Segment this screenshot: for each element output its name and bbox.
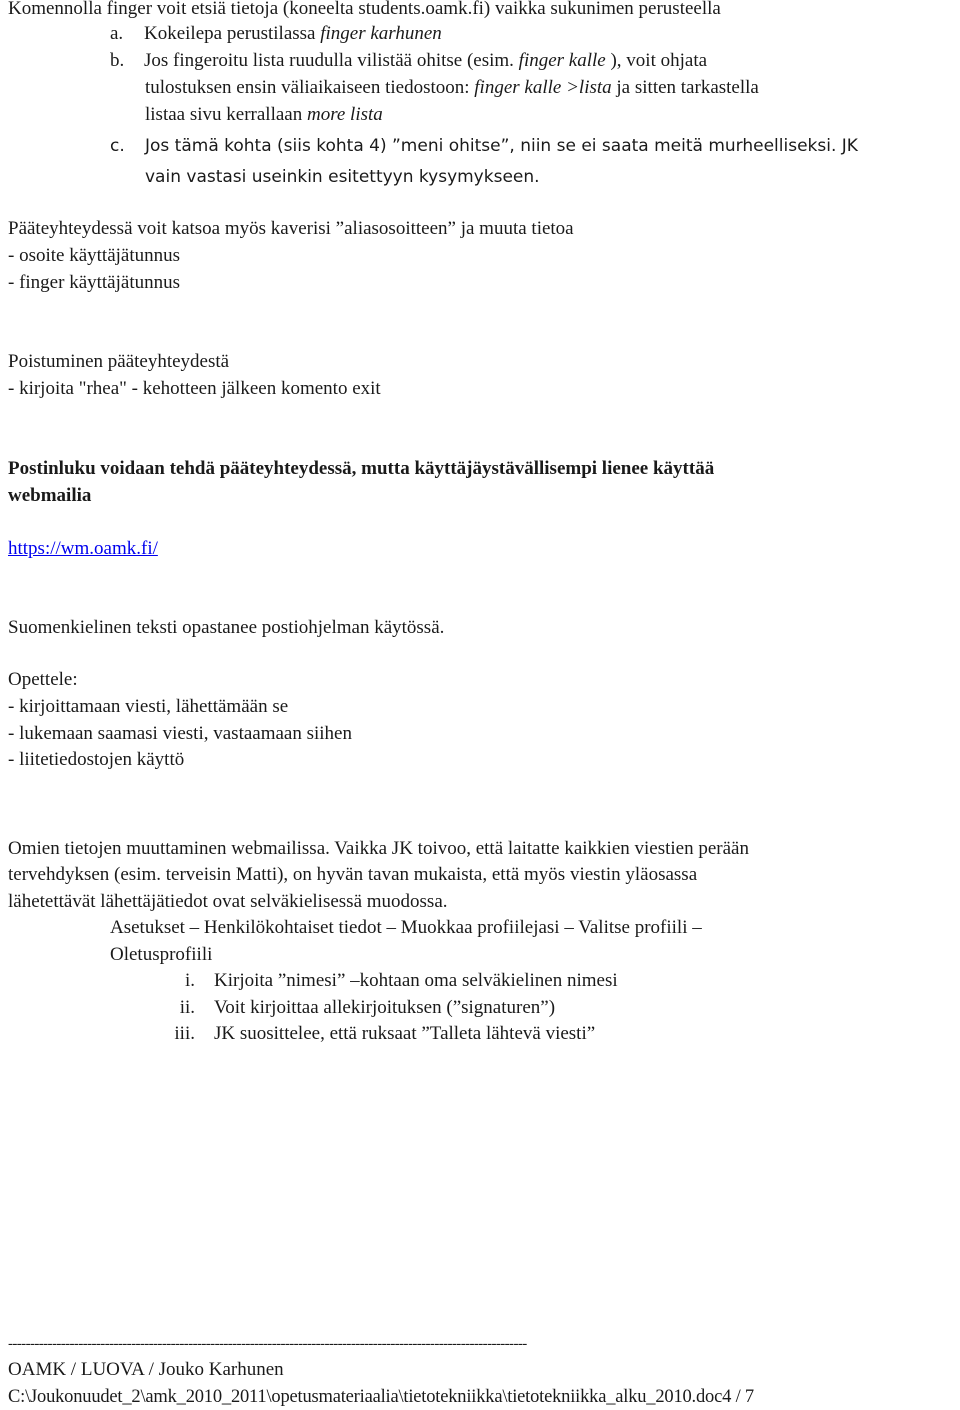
webmail-bold-line1: Postinluku voidaan tehdä pääteyhteydessä, mutta käyttäjäystävällisempi lienee käyttää xyxy=(8,458,715,479)
profile-step-1 xyxy=(160,969,618,993)
settings-path-line1: Asetukset – Henkilökohtaiset tiedot – Muokkaa profiilejasi – Valitse profiili – xyxy=(110,917,702,938)
command-example: finger karhunen xyxy=(320,23,442,44)
profile-paragraph-line1: Omien tietojen muuttaminen webmailissa. Vaikka JK toivoo, että laitatte kaikkien viestien perään xyxy=(8,838,749,859)
list-text-b3: listaa sivu kerrallaan xyxy=(145,104,307,125)
step-text: JK suosittelee, että ruksaat ”Talleta lähtevä viesti” xyxy=(214,1023,596,1044)
list-text-b2-cont: ja sitten tarkastella xyxy=(611,77,759,98)
step-marker: iii. xyxy=(174,1023,195,1044)
finger-intro-line: Komennolla finger voit etsiä tietoja (koneelta students.oamk.fi) vaikka sukunimen perusteella xyxy=(8,0,721,19)
list-item-b-line2 xyxy=(145,76,759,100)
webmail-bold-line2: webmailia xyxy=(8,485,92,506)
alias-item-1: - osoite käyttäjätunnus xyxy=(8,245,181,266)
learn-item-2: - lukemaan saamasi viesti, vastaamaan siihen xyxy=(8,723,352,744)
list-marker-c: c. xyxy=(110,136,125,156)
footer-author: OAMK / LUOVA / Jouko Karhunen xyxy=(8,1359,284,1380)
profile-paragraph-line2: tervehdyksen (esim. terveisin Matti), on hyvän tavan mukaista, että myös viestin yläosassa xyxy=(8,864,698,885)
finnish-note: Suomenkielinen teksti opastanee postiohjelman käytössä. xyxy=(8,617,445,638)
footer-rule: ---------------------------------------------------------------------------------------------------------------------- xyxy=(8,1336,527,1352)
command-example: finger kalle >lista xyxy=(474,77,612,98)
step-text: Voit kirjoittaa allekirjoituksen (”signaturen”) xyxy=(214,997,556,1018)
list-text-a: Kokeilepa perustilassa xyxy=(144,23,321,44)
exit-heading: Poistuminen pääteyhteydestä xyxy=(8,351,230,372)
settings-path-line2: Oletusprofiili xyxy=(110,944,213,965)
list-marker-a: a. xyxy=(110,23,124,44)
list-item-a xyxy=(110,22,442,46)
profile-step-2 xyxy=(160,996,555,1020)
list-item-b-line3 xyxy=(145,103,383,127)
list-text-b: Jos fingeroitu lista ruudulla vilistää ohitse (esim. xyxy=(144,50,519,71)
profile-paragraph-line3: lähetettävät lähettäjätiedot ovat selväkielisessä muodossa. xyxy=(8,891,448,912)
alias-intro: Pääteyhteydessä voit katsoa myös kaverisi ”aliasosoitteen” ja muuta tietoa xyxy=(8,218,574,239)
webmail-link[interactable]: https://wm.oamk.fi/ xyxy=(8,538,158,559)
list-item-c xyxy=(110,134,858,158)
command-example: finger kalle xyxy=(518,50,606,71)
learn-item-3: - liitetiedostojen käyttö xyxy=(8,749,185,770)
learn-item-1: - kirjoittamaan viesti, lähettämään se xyxy=(8,696,289,717)
alias-item-2: - finger käyttäjätunnus xyxy=(8,272,181,293)
list-item-b xyxy=(110,49,707,73)
step-text: Kirjoita ”nimesi” –kohtaan oma selväkielinen nimesi xyxy=(214,970,618,991)
profile-step-3 xyxy=(160,1022,595,1046)
list-text-c: Jos tämä kohta (siis kohta 4) ”meni ohitse”, niin se ei saata meitä murheelliseksi. JK xyxy=(145,136,858,156)
exit-item: - kirjoita "rhea" - kehotteen jälkeen komento exit xyxy=(8,378,381,399)
step-marker: i. xyxy=(184,970,195,991)
list-text-b-cont: ), voit ohjata xyxy=(605,50,708,71)
list-item-c-line2: vain vastasi useinkin esitettyyn kysymykseen. xyxy=(145,167,540,187)
step-marker: ii. xyxy=(179,997,195,1018)
command-example: more lista xyxy=(306,104,383,125)
list-marker-b: b. xyxy=(110,50,125,71)
footer-file-path: C:\Joukonuudet_2\amk_2010_2011\opetusmateriaalia\tietotekniikka\tietotekniikka_alku_2010.doc4 / 7 xyxy=(8,1387,754,1407)
learn-heading: Opettele: xyxy=(8,669,78,690)
list-text-b2: tulostuksen ensin väliaikaiseen tiedostoon: xyxy=(145,77,475,98)
